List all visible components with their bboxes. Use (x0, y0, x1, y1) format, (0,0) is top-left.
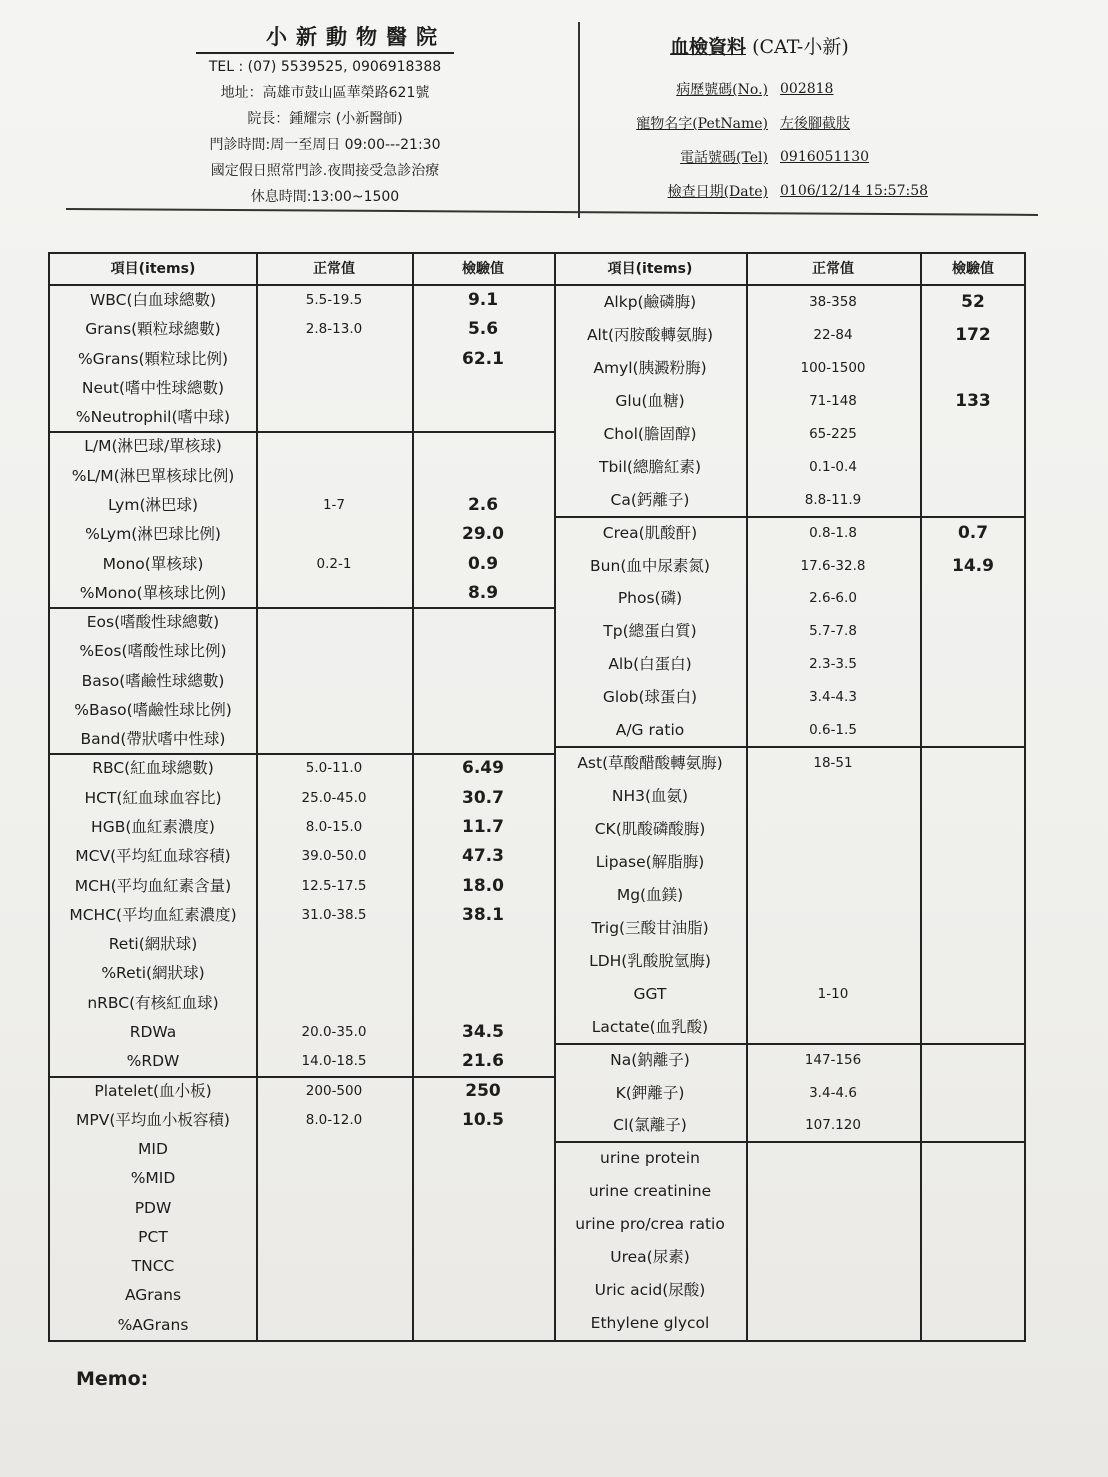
normal-range: 2.6-6.0 (809, 590, 857, 607)
item-name: urine protein (600, 1149, 700, 1168)
item-name: PDW (134, 1198, 172, 1217)
normal-range: 100-1500 (800, 359, 866, 376)
normal-range: 8.8-11.9 (804, 491, 862, 508)
pet-info-row (600, 140, 1020, 174)
item-name: Lipase(解脂脢) (595, 852, 705, 871)
item-name: Na(鈉離子) (610, 1050, 690, 1069)
item-name: Glob(球蛋白) (602, 688, 698, 707)
item-name: CK(肌酸磷酸脢) (594, 820, 706, 838)
item-name: RBC(紅血球總數) (92, 759, 214, 778)
item-name: LDH(乳酸脫氫脢) (589, 951, 711, 970)
item-name: Neut(嗜中性球總數) (81, 378, 225, 397)
result-value: 47.3 (462, 846, 504, 867)
normal-range: 20.0-35.0 (301, 1023, 367, 1040)
pet-info (600, 72, 1020, 208)
clinic-name: 小新動物醫院 (196, 22, 454, 54)
normal-range: 5.5-19.5 (305, 292, 363, 308)
result-value: 21.6 (462, 1051, 504, 1072)
item-name: %Neutrophil(嗜中球) (75, 408, 231, 427)
normal-range: 8.0-15.0 (305, 819, 363, 835)
header-item-left: 項目(items) (50, 254, 256, 286)
item-name: Ast(草酸醋酸轉氨脢) (577, 754, 723, 773)
header-result-right: 檢驗值 (920, 254, 1026, 286)
normal-range: 14.0-18.5 (301, 1053, 367, 1070)
item-name: Ethylene glycol (590, 1314, 710, 1333)
clinic-tel: TEL : (07) 5539525, 0906918388 (208, 59, 442, 75)
item-name: %Lym(淋巴球比例) (85, 525, 221, 544)
normal-range: 2.8-13.0 (305, 321, 363, 338)
group-separator (554, 1043, 1026, 1045)
item-name: %Grans(顆粒球比例) (77, 349, 229, 368)
item-name: Band(帶狀嗜中性球) (80, 730, 226, 749)
report-subtitle: (CAT-小新) (752, 36, 849, 58)
item-name: Urea(尿素) (610, 1248, 690, 1267)
normal-range: 18-51 (813, 755, 853, 772)
normal-range: 12.5-17.5 (301, 877, 367, 894)
item-name: MCV(平均紅血球容積) (75, 847, 231, 866)
item-name: Alt(丙胺酸轉氨脢) (586, 325, 714, 344)
normal-range: 38-358 (809, 294, 857, 310)
item-name: %Eos(嗜酸性球比例) (79, 642, 227, 661)
item-name: Cl(氯離子) (613, 1116, 687, 1135)
normal-range: 5.7-7.8 (809, 623, 857, 640)
clinic-hours: 門診時間:周一至周日 09:00---21:30 (209, 137, 441, 153)
normal-range: 22-84 (813, 326, 853, 343)
result-value: 62.1 (462, 348, 504, 369)
item-name: Alb(白蛋白) (608, 655, 692, 674)
pet-info-value: 002818 (780, 81, 834, 97)
item-name: Mg(血鎂) (616, 885, 684, 904)
normal-range: 147-156 (804, 1051, 862, 1068)
item-name: %L/M(淋巴單核球比例) (71, 466, 235, 485)
pet-info-label: 檢查日期(Date) (667, 184, 768, 200)
normal-range: 25.0-45.0 (301, 789, 367, 806)
result-value: 5.6 (467, 319, 499, 340)
clinic-address: 地址：高雄市鼓山區華榮路621號 (220, 85, 430, 101)
item-name: L/M(淋巴球/單核球) (84, 437, 222, 456)
item-name: AGrans (124, 1286, 182, 1305)
clinic-director: 院長：鍾耀宗 (小新醫師) (247, 111, 403, 127)
group-separator (50, 753, 554, 755)
item-name: K(鉀離子) (615, 1083, 685, 1102)
result-value: 14.9 (952, 555, 994, 576)
normal-range: 0.1-0.4 (809, 458, 857, 475)
normal-range: 0.2-1 (316, 555, 352, 572)
header-rule (66, 208, 1038, 216)
pet-info-value: 0106/12/14 15:57:58 (780, 183, 929, 199)
result-value: 11.7 (462, 817, 504, 837)
item-name: Lactate(血乳酸) (591, 1017, 709, 1036)
result-value: 0.7 (957, 522, 989, 543)
item-name: Reti(網狀球) (108, 935, 198, 954)
normal-range: 65-225 (809, 425, 857, 442)
report-title-text: 血檢資料 (670, 36, 747, 58)
normal-range: 39.0-50.0 (301, 848, 367, 865)
item-name: MID (138, 1140, 168, 1159)
normal-range: 200-500 (305, 1082, 363, 1099)
item-name: MCH(平均血紅素含量) (74, 876, 232, 895)
item-name: Mono(單核球) (102, 554, 204, 573)
item-name: TNCC (131, 1257, 175, 1276)
item-name: Glu(血糖) (615, 391, 685, 410)
normal-range: 0.8-1.8 (809, 524, 857, 541)
item-name: Phos(磷) (617, 589, 683, 608)
item-name: Amyl(胰澱粉脢) (593, 358, 707, 377)
clinic-rest: 休息時間:13:00~1500 (250, 189, 400, 205)
group-separator (554, 746, 1026, 748)
pet-info-value: 左後腳截肢 (780, 116, 850, 132)
blood-test-table (48, 252, 1026, 1342)
normal-range: 8.0-12.0 (305, 1111, 363, 1128)
item-name: urine pro/crea ratio (575, 1215, 725, 1234)
item-name: GGT (633, 984, 667, 1003)
group-separator (50, 1076, 554, 1078)
item-name: MCHC(平均血紅素濃度) (69, 905, 237, 924)
item-name: Tbil(總膽紅素) (598, 457, 701, 476)
result-value: 250 (465, 1080, 501, 1101)
item-name: %Mono(單核球比例) (79, 583, 227, 602)
item-name: %RDW (126, 1052, 180, 1071)
result-value: 18.0 (462, 875, 504, 896)
item-name: Grans(顆粒球總數) (85, 320, 221, 339)
item-name: Uric acid(尿酸) (594, 1281, 706, 1300)
item-name: HCT(紅血球血容比) (84, 788, 222, 807)
header-item-right: 項目(items) (554, 254, 746, 286)
normal-range: 3.4-4.3 (809, 689, 857, 706)
item-name: PCT (138, 1227, 168, 1246)
pet-info-value: 0916051130 (780, 149, 870, 165)
normal-range: 1-10 (817, 985, 849, 1002)
item-name: %AGrans (117, 1315, 189, 1334)
result-value: 29.0 (462, 524, 504, 545)
header-normal-right: 正常值 (746, 254, 920, 286)
item-name: %Baso(嗜鹼性球比例) (74, 700, 232, 719)
report-title (670, 32, 849, 59)
item-name: Alkp(鹼磷脢) (603, 293, 697, 311)
clinic-header (140, 22, 510, 210)
pet-info-row (600, 72, 1020, 106)
item-name: %MID (130, 1169, 176, 1188)
item-name: A/G ratio (615, 721, 685, 740)
header-normal-left: 正常值 (256, 254, 412, 286)
pet-info-row (600, 106, 1020, 140)
header-result-left: 檢驗值 (412, 254, 554, 286)
normal-range: 31.0-38.5 (301, 906, 367, 923)
group-separator (554, 516, 1026, 518)
item-name: MPV(平均血小板容積) (76, 1110, 230, 1129)
pet-info-label: 寵物名字(PetName) (636, 116, 768, 132)
result-value: 10.5 (462, 1109, 504, 1130)
pet-info-label: 電話號碼(Tel) (680, 150, 768, 166)
memo-label: Memo: (76, 1368, 149, 1390)
result-value: 0.9 (467, 553, 499, 574)
pet-info-label: 病歷號碼(No.) (676, 82, 768, 98)
normal-range: 1-7 (322, 496, 346, 513)
item-name: Platelet(血小板) (94, 1081, 212, 1100)
item-name: %Reti(網狀球) (101, 964, 205, 983)
item-name: Eos(嗜酸性球總數) (86, 613, 220, 632)
item-name: Tp(總蛋白質) (603, 622, 697, 641)
result-value: 6.49 (462, 758, 504, 779)
item-name: Ca(鈣離子) (610, 490, 690, 509)
group-separator (50, 607, 554, 609)
item-name: Trig(三酸甘油脂) (591, 918, 709, 937)
result-value: 52 (961, 292, 985, 312)
result-value: 8.9 (467, 582, 499, 603)
clinic-holiday: 國定假日照常門診.夜間接受急診治療 (210, 163, 440, 179)
item-name: Baso(嗜鹼性球總數) (81, 671, 225, 690)
item-name: urine creatinine (588, 1182, 712, 1201)
normal-range: 71-148 (809, 392, 857, 409)
result-value: 2.6 (467, 494, 499, 515)
item-name: HGB(血紅素濃度) (91, 818, 215, 836)
result-value: 133 (955, 390, 991, 411)
normal-range: 0.6-1.5 (809, 722, 857, 739)
normal-range: 3.4-4.6 (809, 1084, 857, 1101)
normal-range: 5.0-11.0 (305, 760, 363, 777)
group-separator (50, 431, 554, 433)
item-name: Bun(血中尿素氮) (590, 556, 710, 575)
result-value: 9.1 (467, 290, 499, 310)
item-name: Lym(淋巴球) (107, 495, 199, 514)
result-value: 34.5 (462, 1021, 504, 1042)
item-name: RDWa (129, 1022, 177, 1041)
item-name: Crea(肌酸酐) (602, 523, 698, 542)
normal-range: 107.120 (805, 1117, 861, 1134)
result-value: 38.1 (462, 904, 504, 925)
header-divider (578, 22, 580, 218)
item-name: NH3(血氨) (611, 787, 689, 806)
normal-range: 2.3-3.5 (809, 656, 857, 673)
item-name: nRBC(有核紅血球) (87, 993, 219, 1012)
result-value: 30.7 (462, 787, 504, 808)
group-separator (554, 1141, 1026, 1143)
item-name: Chol(膽固醇) (603, 424, 697, 443)
result-value: 172 (955, 324, 991, 345)
pet-info-row (600, 174, 1020, 208)
normal-range: 17.6-32.8 (800, 557, 866, 574)
item-name: WBC(白血球總數) (89, 291, 217, 309)
